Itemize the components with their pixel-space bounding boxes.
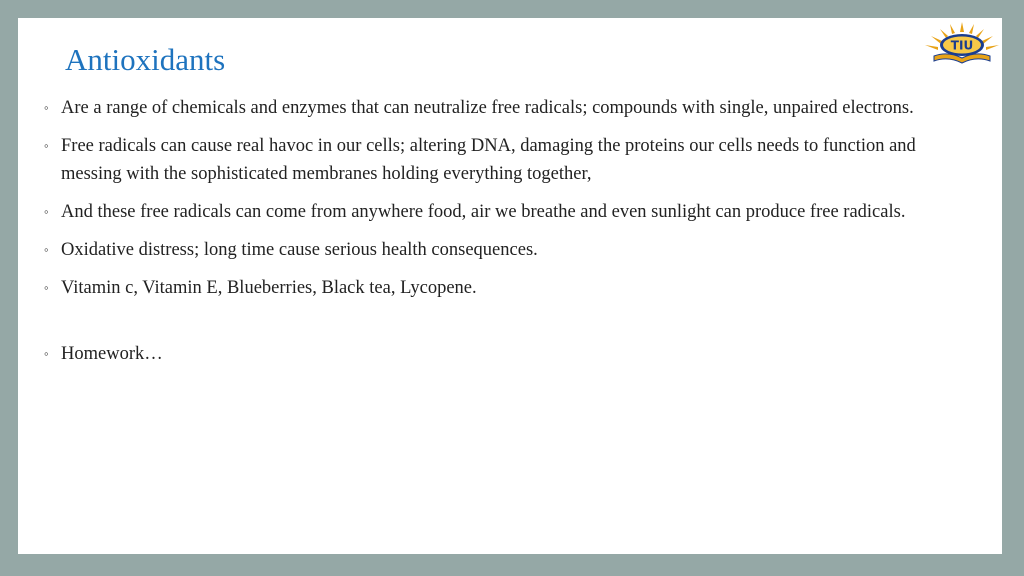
bullet-item — [44, 132, 974, 188]
bullet-marker: ◦ — [44, 100, 49, 115]
bullet-item — [44, 274, 974, 302]
bullet-text: Are a range of chemicals and enzymes that can neutralize free radicals; compounds with single, unpaired electrons. — [61, 98, 914, 118]
slide — [18, 18, 1002, 554]
bullet-item — [44, 198, 974, 226]
slide-title: Antioxidants — [65, 42, 226, 77]
bullet-text: Free radicals can cause real havoc in our cells; altering DNA, damaging the proteins our cells needs to function and messing with the sophisticated membranes holding everything together, — [61, 136, 916, 184]
bullet-text: Oxidative distress; long time cause serious health consequences. — [61, 240, 538, 260]
bullet-marker: ◦ — [44, 138, 49, 153]
bullet-item — [44, 236, 974, 264]
bullet-marker: ◦ — [44, 346, 49, 361]
bullet-list — [44, 94, 974, 378]
bullet-text: Vitamin c, Vitamin E, Blueberries, Black tea, Lycopene. — [61, 278, 477, 298]
bullet-text: Homework… — [61, 344, 163, 364]
bullet-text: And these free radicals can come from anywhere food, air we breathe and even sunlight can produce free radicals. — [61, 202, 906, 222]
logo-text: TIU — [950, 38, 974, 53]
bullet-item — [44, 94, 974, 122]
bullet-marker: ◦ — [44, 242, 49, 257]
tiu-logo — [920, 20, 1004, 68]
bullet-item — [44, 340, 974, 368]
bullet-marker: ◦ — [44, 204, 49, 219]
bullet-marker: ◦ — [44, 280, 49, 295]
